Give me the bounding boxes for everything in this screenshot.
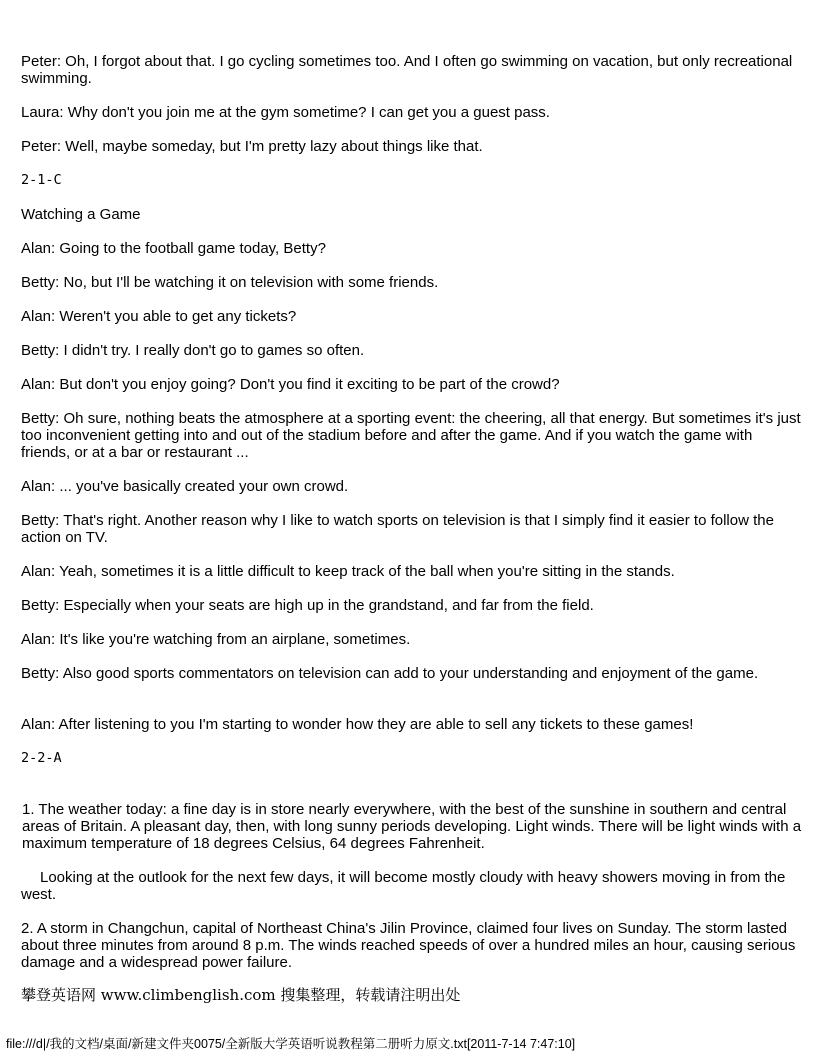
dialogue-line: Laura: Why don't you join me at the gym sometime? I can get you a guest pass. (21, 104, 550, 121)
dialogue-line: Betty: Also good sports commentators on television can add to your understanding and enjoyment of the game. (21, 665, 759, 682)
section-title: Watching a Game (21, 206, 141, 223)
file-path-footer: file:///d|/我的文档/桌面/新建文件夹0075/全新版大学英语听说教程第二册听力原文.txt[2011-7-14 7:47:10] (6, 1037, 576, 1051)
dialogue-line: Betty: Oh sure, nothing beats the atmosphere at a sporting event: the cheering, all that energy. But sometimes it's just too inconvenient getting into and out of the stadium before and after the game. And if you watch the game with friends, or at a bar or restaurant ... (21, 410, 801, 461)
watermark-line: 攀登英语网 www.climbenglish.com 搜集整理，转载请注明出处 (21, 986, 461, 1004)
dialogue-line: Peter: Oh, I forgot about that. I go cycling sometimes too. And I often go swimming on vacation, but only recreational swimming. (21, 53, 793, 87)
dialogue-line: Peter: Well, maybe someday, but I'm pretty lazy about things like that. (21, 138, 483, 155)
dialogue-line: Alan: But don't you enjoy going? Don't you find it exciting to be part of the crowd? (21, 376, 560, 393)
dialogue-line: Alan: Going to the football game today, Betty? (21, 240, 326, 257)
dialogue-line: Alan: ... you've basically created your own crowd. (21, 478, 349, 495)
dialogue-line: Alan: Weren't you able to get any tickets? (21, 308, 297, 325)
section-heading: 2-1-C (21, 172, 62, 188)
news-item: 1. The weather today: a fine day is in store nearly everywhere, with the best of the sunshine in southern and central areas of Britain. A pleasant day, then, with long sunny periods developing. Light winds. There will be light winds with a maximum temperature of 18 degrees Celsius, 64 degrees Fahrenheit. (22, 801, 802, 852)
section-heading: 2-2-A (21, 750, 62, 766)
dialogue-line: Betty: That's right. Another reason why I like to watch sports on television is that I simply find it easier to follow the action on TV. (21, 512, 774, 546)
dialogue-line: Alan: It's like you're watching from an airplane, sometimes. (21, 631, 411, 648)
news-paragraph: Looking at the outlook for the next few days, it will become mostly cloudy with heavy showers moving in from the west. (21, 869, 786, 903)
dialogue-line: Betty: Especially when your seats are high up in the grandstand, and far from the field. (21, 597, 594, 614)
news-item: 2. A storm in Changchun, capital of Northeast China's Jilin Province, claimed four lives on Sunday. The storm lasted about three minutes from around 8 p.m. The winds reached speeds of over a hundred miles an hour, causing serious damage and a widespread power failure. (21, 920, 796, 971)
dialogue-line: Betty: No, but I'll be watching it on television with some friends. (21, 274, 439, 291)
dialogue-line: Betty: I didn't try. I really don't go to games so often. (21, 342, 365, 359)
dialogue-line: Alan: Yeah, sometimes it is a little difficult to keep track of the ball when you're sitting in the stands. (21, 563, 675, 580)
dialogue-line: Alan: After listening to you I'm starting to wonder how they are able to sell any tickets to these games! (21, 716, 694, 733)
